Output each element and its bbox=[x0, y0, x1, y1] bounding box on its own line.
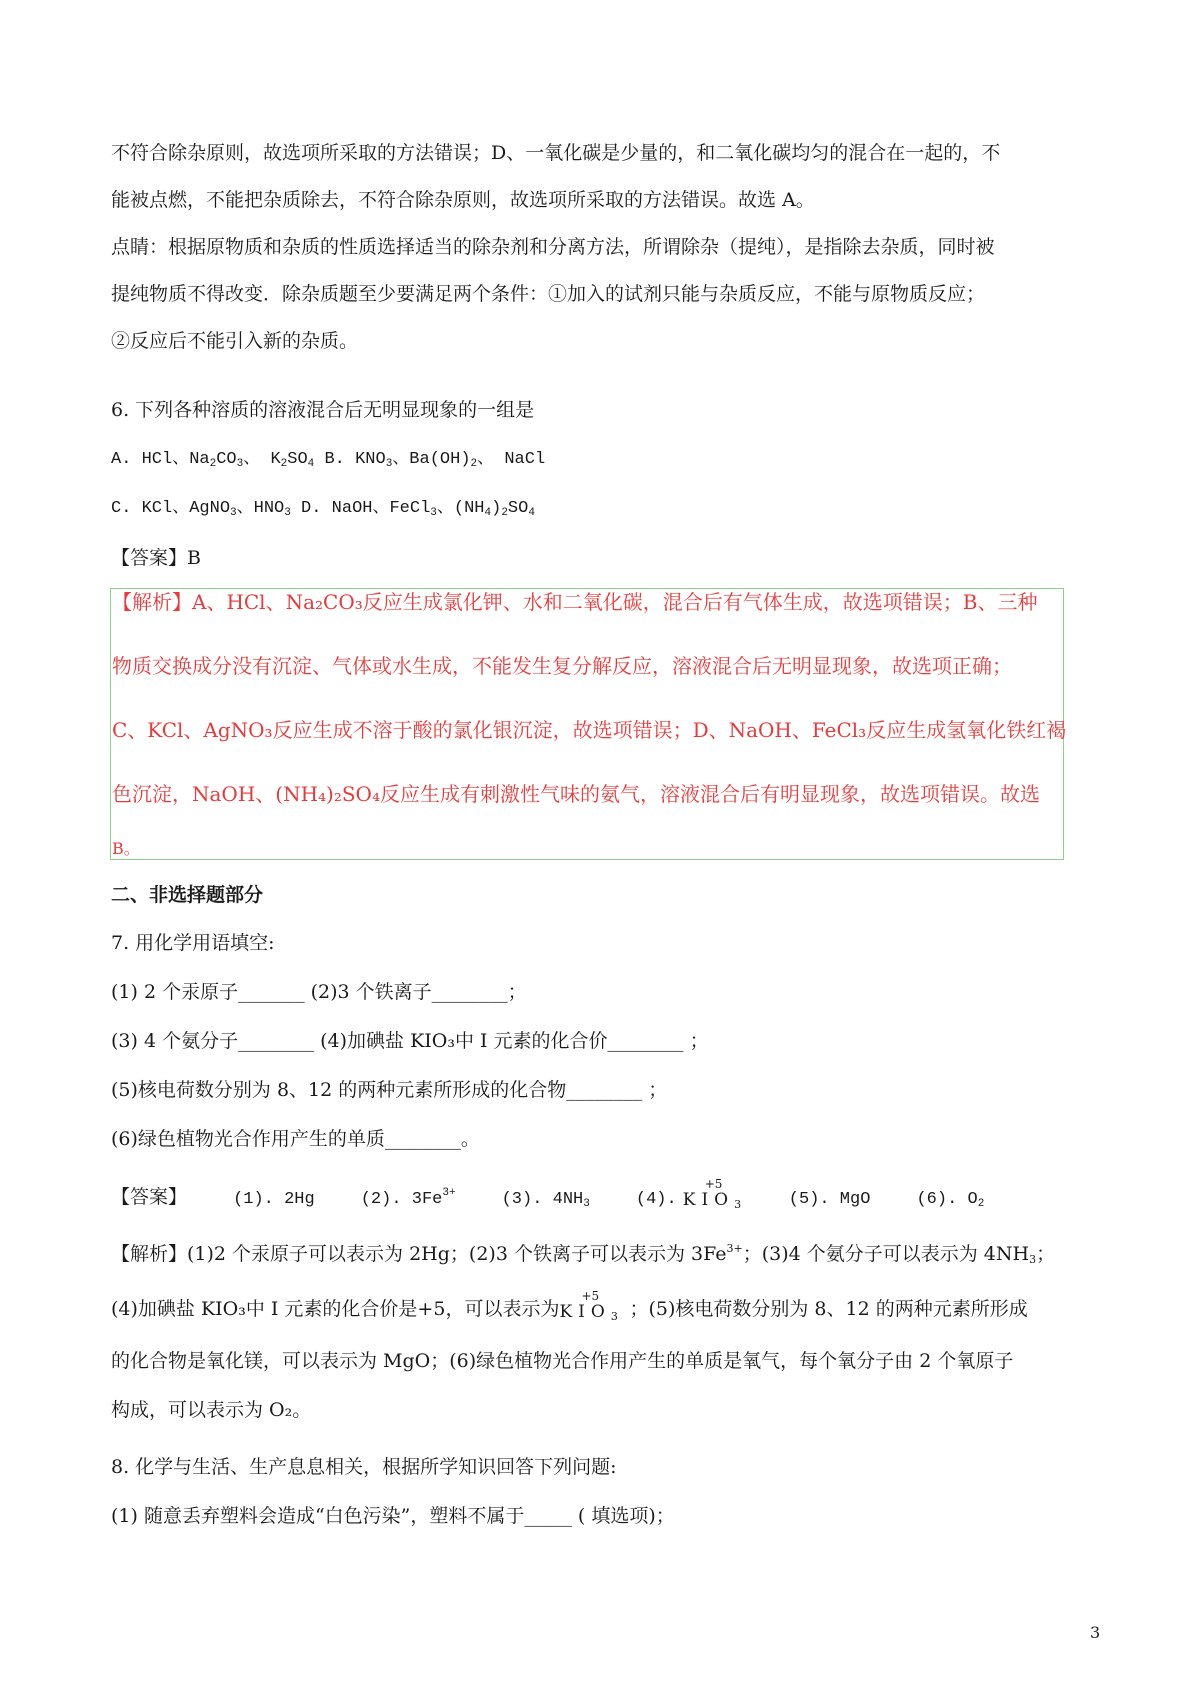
q7-answer-6: (6). O bbox=[916, 1190, 978, 1209]
q7-analysis-3: 的化合物是氧化镁，可以表示为 MgO；(6)绿色植物光合作用产生的单质是氧气，每个氧分子由 2 个氧原子 bbox=[111, 1350, 1014, 1372]
q7-analysis-1: 【解析】(1)2 个汞原子可以表示为 2Hg；(2)3 个铁离子可以表示为 $3Fe^{3+}$；(3)4 个氨分子可以表示为 $4NH_3$； bbox=[111, 1242, 1056, 1266]
q7-item-6: (6)绿色植物光合作用产生的单质________。 bbox=[111, 1128, 480, 1150]
q7-answer-5: (5). MgO bbox=[788, 1190, 871, 1209]
q6-option-cd: C. KCl、AgNO$_3$、$HNO_3$ D. NaOH、FeCl$_3$、$(NH_4)_2SO_4$ bbox=[111, 499, 535, 519]
q7-item-1-2: (1) 2 个汞原子_______ (2)3 个铁离子________； bbox=[111, 981, 527, 1003]
q6-answer: 【答案】B bbox=[111, 547, 201, 569]
q7-item-3-4: (3) 4 个氨分子________ (4)加碘盐 KIO₃中 I 元素的化合价________ ； bbox=[111, 1030, 709, 1052]
tip-line-1: 点睛：根据原物质和杂质的性质选择适当的除杂剂和分离方法，所谓除杂（提纯），是指除去杂质，同时被 bbox=[111, 236, 995, 258]
analysis-line-5: B。 bbox=[112, 839, 140, 858]
text-line-2: 能被点燃，不能把杂质除去，不符合除杂原则，故选项所采取的方法错误。故选 A。 bbox=[111, 189, 815, 211]
analysis-line-1: 【解析】A、HCl、Na₂CO₃反应生成氯化钾、水和二氧化碳，混合后有气体生成，故选项错误；B、三种 bbox=[112, 590, 1038, 614]
q7-answer-2: (2). 3Fe bbox=[360, 1190, 443, 1209]
analysis-line-4: 色沉淀，NaOH、(NH₄)₂SO₄反应生成有刺激性气味的氨气，溶液混合后有明显现象，故选项错误。故选 bbox=[112, 782, 1040, 806]
analysis-line-3: C、KCl、AgNO₃反应生成不溶于酸的氯化银沉淀，故选项错误；D、NaOH、FeCl₃反应生成氢氧化铁红褐 bbox=[112, 718, 1067, 742]
valence-kio3: +5 $KIO_3$ bbox=[682, 1177, 748, 1211]
analysis-line-2: 物质交换成分没有沉淀、气体或水生成，不能发生复分解反应，溶液混合后无明显现象，故选项正确； bbox=[112, 654, 1012, 678]
q7-item-5: (5)核电荷数分别为 8、12 的两种元素所形成的化合物________ ； bbox=[111, 1079, 668, 1101]
q7-answer-4: (4). bbox=[635, 1190, 677, 1209]
question-6: 6. 下列各种溶质的溶液混合后无明显现象的一组是 bbox=[111, 399, 535, 421]
q7-answer-3: (3). 4NH bbox=[501, 1190, 584, 1209]
q8-item-1: (1) 随意丢弃塑料会造成“白色污染”，塑料不属于_____ ( 填选项)； bbox=[111, 1505, 675, 1527]
page-number: 3 bbox=[1090, 1623, 1101, 1642]
tip-line-3: ②反应后不能引入新的杂质。 bbox=[111, 330, 359, 352]
q7-answer: 【答案】 (1). 2Hg (2). $3Fe^{3+}$ (3). $4NH_3$ (4). +5 $KIO_3$ (5). MgO (6). $O_2$ bbox=[111, 1177, 985, 1211]
tip-line-2: 提纯物质不得改变．除杂质题至少要满足两个条件：①加入的试剂只能与杂质反应，不能与原物质反应； bbox=[111, 283, 986, 305]
question-8: 8. 化学与生活、生产息息相关，根据所学知识回答下列问题: bbox=[111, 1456, 617, 1478]
question-7: 7. 用化学用语填空: bbox=[111, 932, 275, 954]
text-line-1: 不符合除杂原则，故选项所采取的方法错误；D、一氧化碳是少量的，和二氧化碳均匀的混合在一起的，不 bbox=[111, 142, 1001, 164]
q7-analysis-4: 构成，可以表示为 O₂。 bbox=[111, 1399, 312, 1421]
q6-option-ab: A. HCl、$Na_2CO_3$、 $K_2SO_4$ B. $KNO_3$、$Ba(OH)_2$、 NaCl bbox=[111, 450, 546, 470]
q7-analysis-2: (4)加碘盐 KIO₃中 I 元素的化合价是+5，可以表示为 +5 $KIO_3$ ；(5)核电荷数分别为 8、12 的两种元素所形成 bbox=[111, 1289, 1028, 1323]
section-2-title: 二、非选择题部分 bbox=[111, 884, 264, 906]
q7-answer-label: 【答案】 bbox=[111, 1186, 188, 1208]
q7-answer-1: (1). 2Hg bbox=[233, 1190, 315, 1209]
valence-kio3-inline: +5 $KIO_3$ bbox=[559, 1289, 624, 1323]
